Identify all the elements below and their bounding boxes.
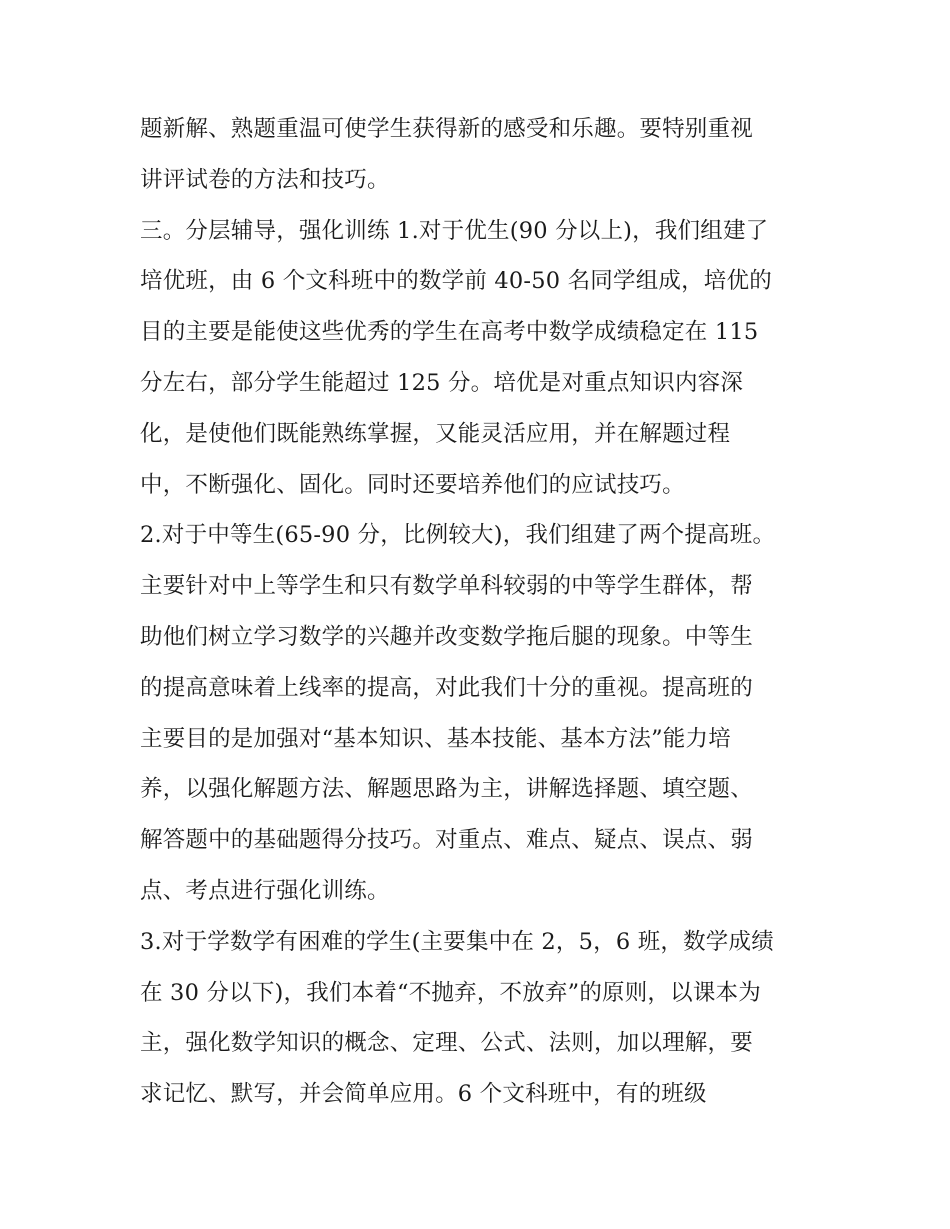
text-line: 三。分层辅导，强化训练 1.对于优生(90 分以上)，我们组建了 <box>140 217 769 244</box>
text-line: 目的主要是能使这些优秀的学生在高考中数学成绩稳定在 115 <box>140 319 759 346</box>
text-line: 3.对于学数学有困难的学生(主要集中在 2，5，6 班，数学成绩 <box>140 928 774 955</box>
text-line: 中，不断强化、固化。同时还要培养他们的应试技巧。 <box>140 471 685 498</box>
text-line: 化，是使他们既能熟练掌握，又能灵活应用，并在解题过程 <box>140 420 731 447</box>
text-line: 主，强化数学知识的概念、定理、公式、法则，加以理解，要 <box>140 1030 753 1057</box>
text-line: 分左右，部分学生能超过 125 分。培优是对重点知识内容深 <box>140 369 744 396</box>
document-body <box>140 104 820 1120</box>
text-line: 主要针对中上等学生和只有数学单科较弱的中等学生群体，帮 <box>140 573 753 600</box>
text-line: 培优班，由 6 个文科班中的数学前 40-50 名同学组成，培优的 <box>140 268 772 295</box>
text-line: 在 30 分以下)，我们本着“不抛弃，不放弃”的原则，以课本为 <box>140 979 761 1006</box>
text-line: 讲评试卷的方法和技巧。 <box>140 166 390 193</box>
text-line: 助他们树立学习数学的兴趣并改变数学拖后腿的现象。中等生 <box>140 623 753 650</box>
text-line: 的提高意味着上线率的提高，对此我们十分的重视。提高班的 <box>140 674 753 701</box>
text-line: 求记忆、默写，并会简单应用。6 个文科班中，有的班级 <box>140 1081 707 1108</box>
text-line: 解答题中的基础题得分技巧。对重点、难点、疑点、误点、弱 <box>140 827 753 854</box>
text-line: 点、考点进行强化训练。 <box>140 877 390 904</box>
text-line: 题新解、熟题重温可使学生获得新的感受和乐趣。要特别重视 <box>140 116 753 142</box>
text-line: 2.对于中等生(65-90 分，比例较大)，我们组建了两个提高班。 <box>140 522 776 549</box>
text-line: 主要目的是加强对“基本知识、基本技能、基本方法”能力培 <box>140 725 731 752</box>
text-line: 养，以强化解题方法、解题思路为主，讲解选择题、填空题、 <box>140 776 753 803</box>
